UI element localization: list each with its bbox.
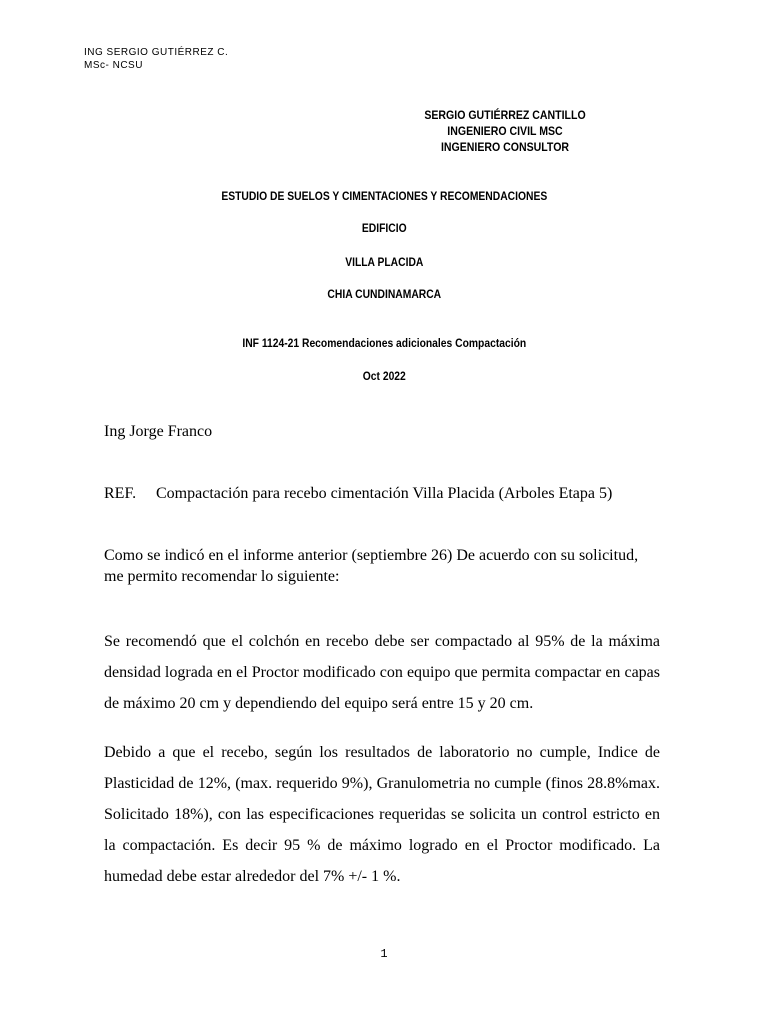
- author-name: SERGIO GUTIÉRREZ CANTILLO: [424, 108, 586, 122]
- report-date: Oct 2022: [362, 369, 406, 383]
- study-project: VILLA PLACIDA: [345, 255, 424, 269]
- page-number: 1: [380, 947, 388, 961]
- author-title-civil: INGENIERO CIVIL MSC: [447, 124, 563, 138]
- study-location: CHIA CUNDINAMARCA: [327, 287, 442, 301]
- document-header: [84, 46, 228, 72]
- author-block: [395, 107, 615, 155]
- header-degree: MSc- NCSU: [84, 60, 143, 71]
- paragraph-laboratory-results: Debido a que el recebo, según los resultados de laboratorio no cumple, Indice de Plasticidad de 12%, (max. requerido 9%), Granulometria no cumple (finos 28.8%max. Solicitado 18%), con las especificaciones requeridas se solicita un control estricto en la compactación. Es decir 95 % de máximo logrado en el Proctor modificado. La humedad debe estar alrededor del 7% +/- 1 %.: [104, 744, 660, 885]
- reference-label: REF.: [104, 485, 137, 502]
- author-title-consultant: INGENIERO CONSULTOR: [440, 140, 570, 154]
- reference-text: Compactación para recebo cimentación Villa Placida (Arboles Etapa 5): [156, 485, 613, 502]
- header-engineer-name: ING SERGIO GUTIÉRREZ C.: [84, 47, 229, 58]
- study-title: ESTUDIO DE SUELOS Y CIMENTACIONES Y RECOMENDACIONES: [221, 189, 548, 203]
- paragraph-compaction-recommendation: Se recomendó que el colchón en recebo debe ser compactado al 95% de la máxima densidad lograda en el Proctor modificado con equipo que permita compactar en capas de máximo 20 cm y dependiendo del equipo será entre 15 y 20 cm.: [104, 633, 660, 712]
- study-building: EDIFICIO: [361, 221, 407, 235]
- letter-reference: [104, 484, 660, 504]
- letter-salutation: Ing Jorge Franco: [104, 423, 213, 440]
- letter-intro: Como se indicó en el informe anterior (septiembre 26) De acuerdo con su solicitud, me permito recomendar lo siguiente:: [104, 547, 639, 585]
- report-number: INF 1124-21 Recomendaciones adicionales Compactación: [242, 336, 527, 350]
